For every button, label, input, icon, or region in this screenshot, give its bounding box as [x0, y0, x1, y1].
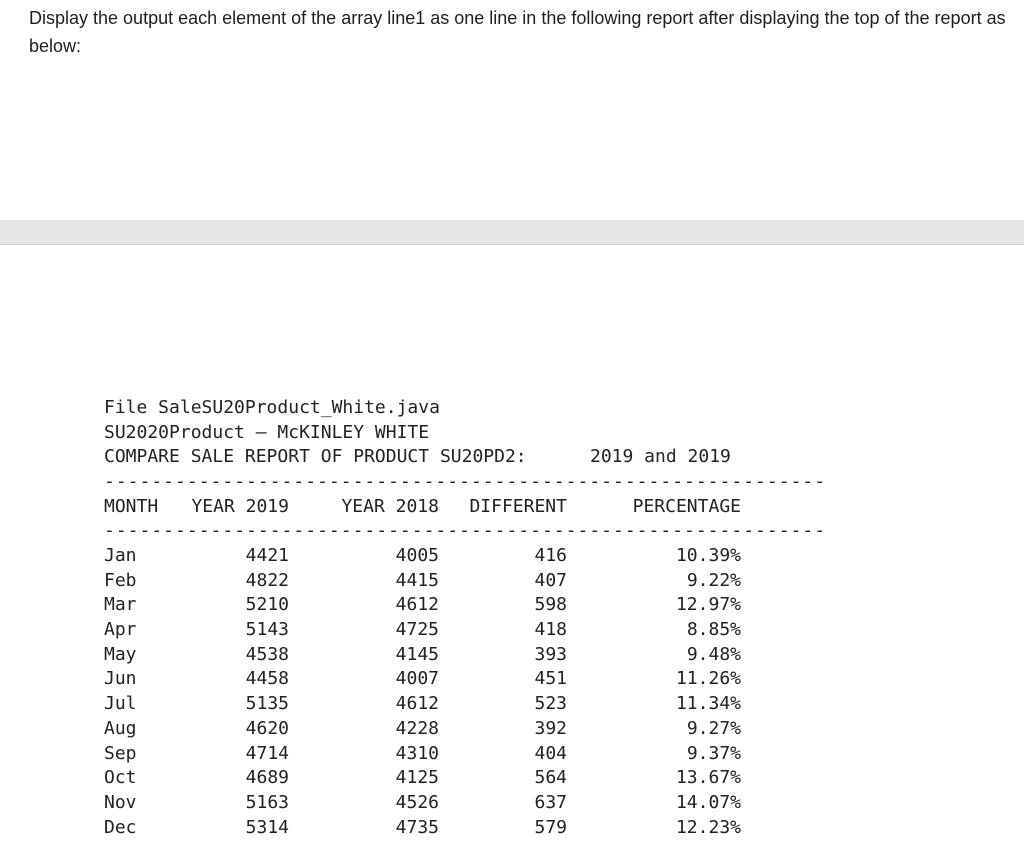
month-cell: May	[104, 643, 137, 665]
report-compare-line	[104, 445, 731, 469]
percentage-cell: 8.85%	[686, 619, 741, 641]
year-2019-cell: 4822	[245, 569, 289, 591]
table-row	[104, 766, 744, 791]
month-cell: Oct	[104, 767, 137, 789]
year-2018-cell: 4725	[395, 619, 439, 641]
separator-band	[0, 220, 1024, 245]
different-cell: 579	[534, 816, 567, 838]
year-2019-cell: 4458	[245, 668, 289, 690]
percentage-cell: 9.22%	[686, 569, 741, 591]
table-row	[104, 742, 744, 767]
year-2019-cell: 4538	[245, 643, 289, 665]
report-rows	[104, 544, 744, 840]
header-percentage: PERCENTAGE	[632, 496, 741, 517]
year-2019-cell: 4689	[245, 767, 289, 789]
different-cell: 418	[534, 619, 567, 641]
dash-separator-top: -------------------------------------------------------------	[104, 471, 827, 492]
report-name-line: SU2020Product – McKINLEY WHITE	[104, 422, 430, 443]
table-row	[104, 667, 744, 692]
header-different: DIFFERENT	[469, 496, 567, 517]
table-row	[104, 692, 744, 717]
different-cell: 564	[534, 767, 567, 789]
year-2019-cell: 5163	[245, 791, 289, 813]
different-cell: 407	[534, 569, 567, 591]
percentage-cell: 11.34%	[675, 693, 741, 715]
month-cell: Mar	[104, 594, 137, 616]
year-2019-cell: 5135	[245, 693, 289, 715]
percentage-cell: 9.37%	[686, 742, 741, 764]
different-cell: 451	[534, 668, 567, 690]
percentage-cell: 13.67%	[675, 767, 741, 789]
table-row	[104, 717, 744, 742]
report-header-row	[104, 495, 744, 519]
percentage-cell: 9.48%	[686, 643, 741, 665]
percentage-cell: 10.39%	[675, 545, 741, 566]
percentage-cell: 9.27%	[686, 717, 741, 739]
year-2018-cell: 4007	[395, 668, 439, 690]
compare-label: COMPARE SALE REPORT OF PRODUCT SU20PD2:	[104, 446, 527, 467]
header-year-2019: YEAR 2019	[191, 496, 289, 517]
year-2018-cell: 4415	[395, 569, 439, 591]
table-row	[104, 544, 744, 569]
year-2018-cell: 4228	[395, 717, 439, 739]
year-2019-cell: 4421	[245, 545, 289, 566]
table-row	[104, 791, 744, 816]
month-cell: Dec	[104, 816, 137, 838]
dash-separator-bottom: -------------------------------------------------------------	[104, 520, 827, 541]
month-cell: Aug	[104, 717, 137, 739]
month-cell: Sep	[104, 742, 137, 764]
header-year-2018: YEAR 2018	[341, 496, 439, 517]
year-2019-cell: 5210	[245, 594, 289, 616]
year-2018-cell: 4612	[395, 594, 439, 616]
report-file-line: File SaleSU20Product_White.java	[104, 397, 440, 418]
year-2018-cell: 4735	[395, 816, 439, 838]
year-2019-cell: 4620	[245, 717, 289, 739]
year-2018-cell: 4310	[395, 742, 439, 764]
different-cell: 392	[534, 717, 567, 739]
table-row	[104, 618, 744, 643]
percentage-cell: 12.97%	[675, 594, 741, 616]
month-cell: Nov	[104, 791, 137, 813]
different-cell: 637	[534, 791, 567, 813]
percentage-cell: 12.23%	[675, 816, 741, 838]
year-2019-cell: 5143	[245, 619, 289, 641]
table-row	[104, 593, 744, 618]
month-cell: Jan	[104, 545, 137, 566]
year-2018-cell: 4005	[395, 545, 439, 566]
month-cell: Jul	[104, 693, 137, 715]
different-cell: 393	[534, 643, 567, 665]
percentage-cell: 11.26%	[675, 668, 741, 690]
different-cell: 404	[534, 742, 567, 764]
year-2019-cell: 5314	[245, 816, 289, 838]
different-cell: 416	[534, 545, 567, 566]
instruction-text: Display the output each element of the array line1 as one line in the following report after displaying the top of the report as below:	[29, 8, 1006, 56]
month-cell: Apr	[104, 619, 137, 641]
year-2018-cell: 4145	[395, 643, 439, 665]
year-2018-cell: 4612	[395, 693, 439, 715]
different-cell: 523	[534, 693, 567, 715]
month-cell: Jun	[104, 668, 137, 690]
percentage-cell: 14.07%	[675, 791, 741, 813]
header-month: MONTH	[104, 496, 159, 517]
different-cell: 598	[534, 594, 567, 616]
year-2018-cell: 4125	[395, 767, 439, 789]
compare-years: 2019 and 2019	[590, 446, 731, 467]
year-2019-cell: 4714	[245, 742, 289, 764]
table-row	[104, 569, 744, 594]
table-row	[104, 643, 744, 668]
month-cell: Feb	[104, 569, 137, 591]
table-row	[104, 816, 744, 841]
year-2018-cell: 4526	[395, 791, 439, 813]
